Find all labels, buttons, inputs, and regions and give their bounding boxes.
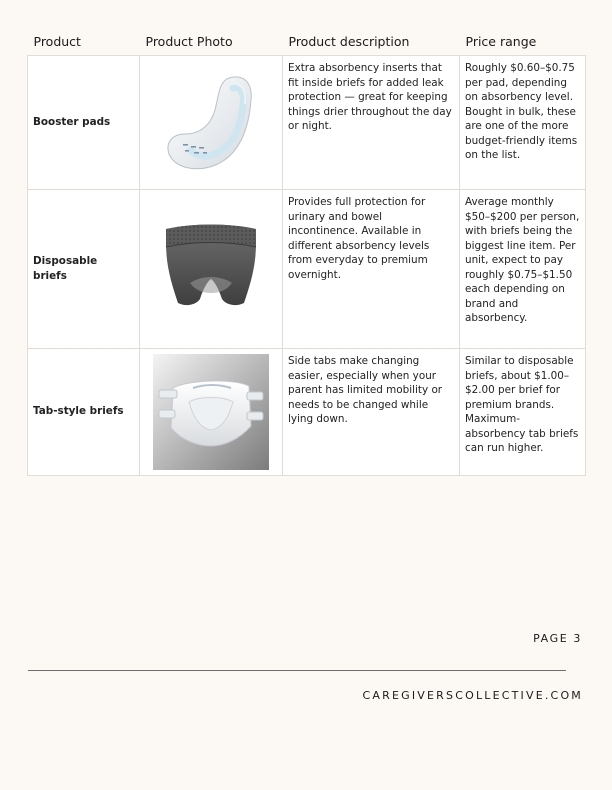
table-header-row	[28, 28, 586, 56]
price-range: Similar to disposable briefs, about $1.00–$2.00 per brief for premium brands. Maximum-absorbency tab briefs can run higher.	[460, 349, 586, 476]
table-row	[28, 56, 586, 190]
product-photo-cell	[140, 56, 283, 190]
product-description: Provides full protection for urinary and bowel incontinence. Available in different absorbency levels from everyday to premium overnight.	[283, 190, 460, 349]
table-row	[28, 349, 586, 476]
product-photo-cell	[140, 349, 283, 476]
price-range: Average monthly $50–$200 per person, with briefs being the biggest line item. Per unit, expect to pay roughly $0.75–$1.50 each depending on brand and absorbency.	[460, 190, 586, 349]
product-description: Side tabs make changing easier, especially when your parent has limited mobility or needs to be changed while lying down.	[283, 349, 460, 476]
product-name: Tab-style briefs	[28, 349, 140, 476]
header-product-photo: Product Photo	[140, 28, 283, 56]
footer-website: CAREGIVERSCOLLECTIVE.COM	[362, 689, 583, 702]
product-comparison-table	[27, 28, 586, 476]
table-row	[28, 190, 586, 349]
product-photo-cell	[140, 190, 283, 349]
header-product-description: Product description	[283, 28, 460, 56]
product-name: Disposable briefs	[28, 190, 140, 349]
price-range: Roughly $0.60–$0.75 per pad, depending on absorbency level. Bought in bulk, these are one of the more budget-friendly items on the list.	[460, 56, 586, 190]
product-name: Booster pads	[28, 56, 140, 190]
footer-divider	[28, 670, 566, 671]
header-price-range: Price range	[460, 28, 586, 56]
page-number: PAGE 3	[533, 632, 582, 645]
header-product: Product	[28, 28, 140, 56]
product-description: Extra absorbency inserts that fit inside briefs for added leak protection — great for keeping things drier throughout the day or night.	[283, 56, 460, 190]
booster-pad-image	[161, 68, 261, 178]
disposable-brief-image	[160, 221, 262, 317]
tab-style-brief-image	[153, 354, 269, 470]
